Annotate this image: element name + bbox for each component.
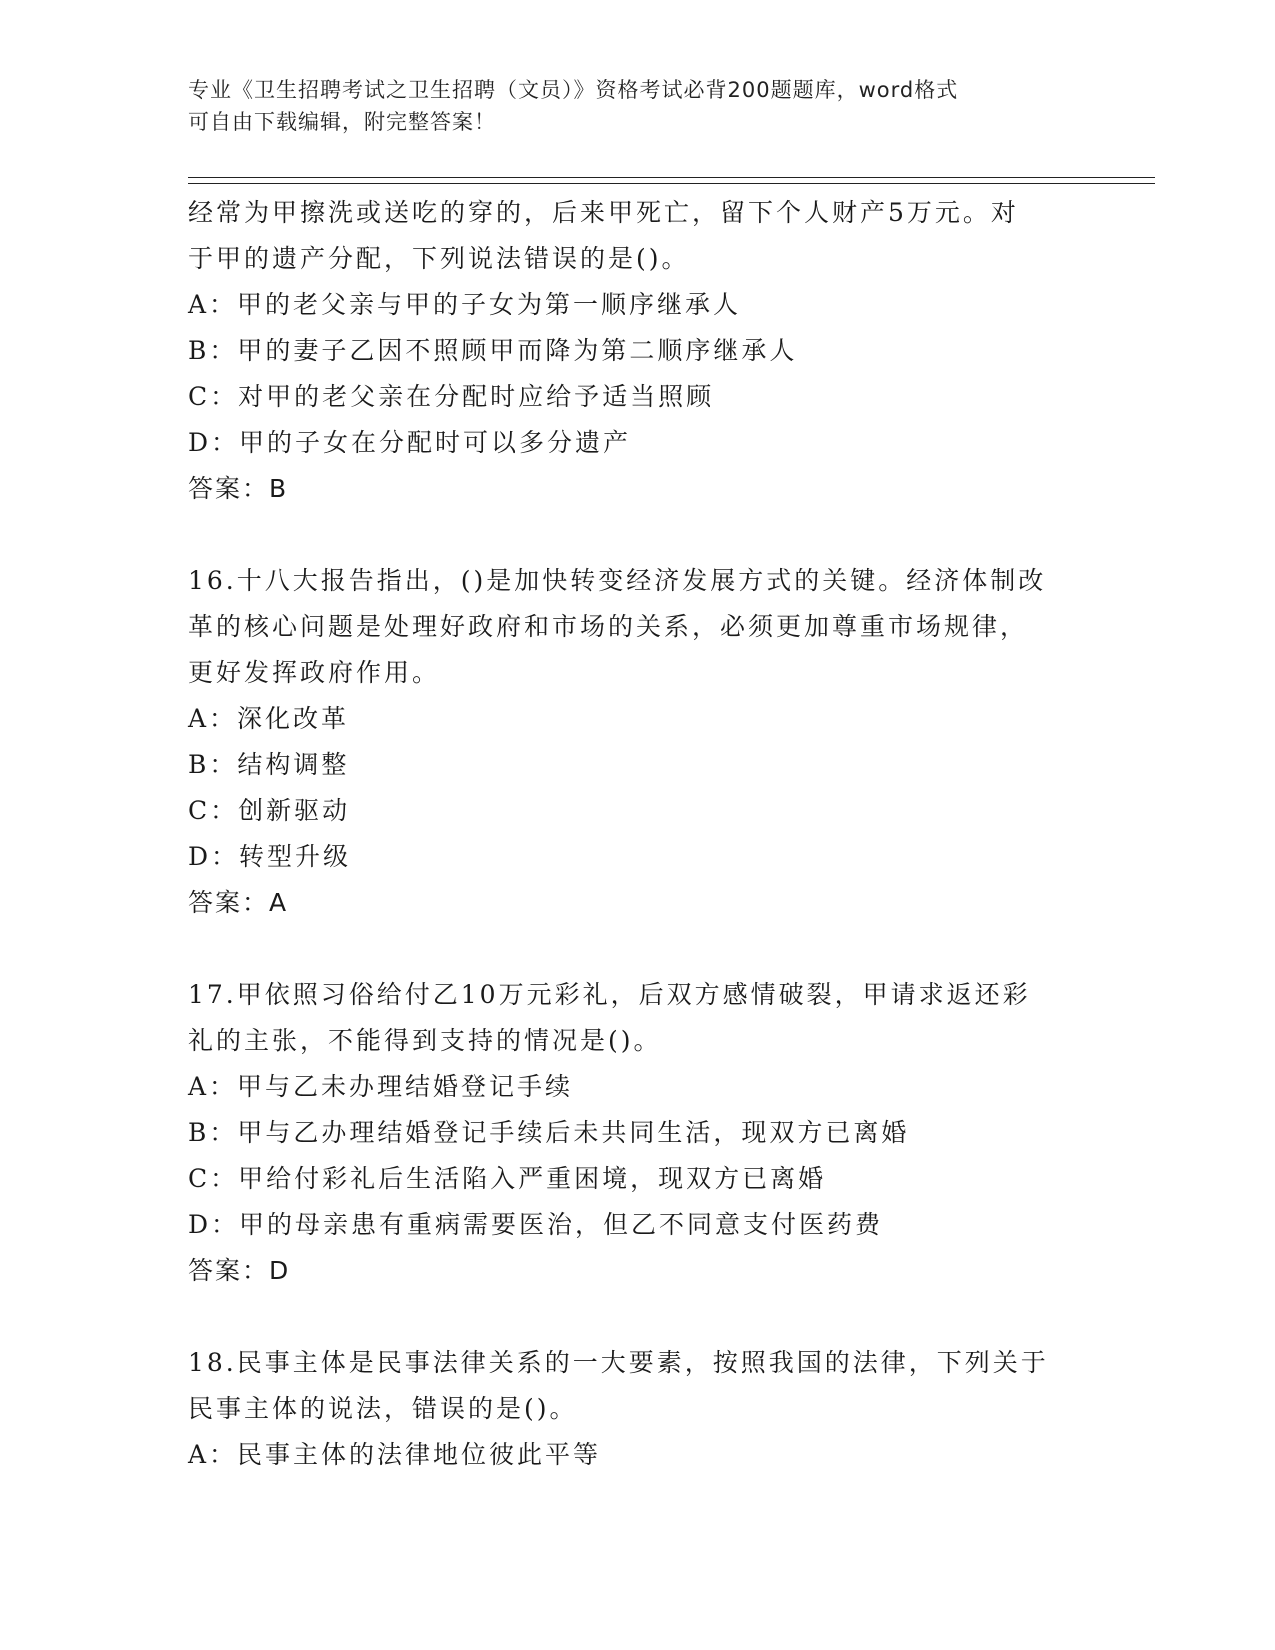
option-b: B：甲的妻子乙因不照顾甲而降为第二顺序继承人 xyxy=(188,336,798,365)
option-c: C：对甲的老父亲在分配时应给予适当照顾 xyxy=(188,382,715,411)
question-content xyxy=(188,190,1088,1478)
question-spacer xyxy=(188,512,1088,558)
question-stem-line: 于甲的遗产分配，下列说法错误的是()。 xyxy=(188,244,690,273)
question-stem-line: 礼的主张，不能得到支持的情况是()。 xyxy=(188,1026,662,1055)
question-stem-line: 更好发挥政府作用。 xyxy=(188,658,441,687)
question-stem-line: 民事主体的说法，错误的是()。 xyxy=(188,1394,578,1423)
header-title-line-2: 可自由下载编辑，附完整答案！ xyxy=(188,110,496,134)
answer-line: 答案：B xyxy=(188,474,289,503)
option-a: A：深化改革 xyxy=(188,704,350,733)
answer-line: 答案：D xyxy=(188,1256,291,1285)
option-a: A：甲的老父亲与甲的子女为第一顺序继承人 xyxy=(188,290,742,319)
option-d: D：转型升级 xyxy=(188,842,352,871)
header-title-line-1: 专业《卫生招聘考试之卫生招聘（文员）》资格考试必背200题题库，word格式 xyxy=(188,78,959,102)
page-header xyxy=(188,74,1088,138)
question-18 xyxy=(188,1340,1088,1478)
answer-line: 答案：A xyxy=(188,888,289,917)
option-a: A：民事主体的法律地位彼此平等 xyxy=(188,1440,602,1469)
question-stem-line: 17.甲依照习俗给付乙10万元彩礼，后双方感情破裂，甲请求返还彩 xyxy=(188,980,1031,1009)
header-divider-bottom xyxy=(188,183,1155,184)
option-c: C：创新驱动 xyxy=(188,796,351,825)
option-d: D：甲的母亲患有重病需要医治，但乙不同意支付医药费 xyxy=(188,1210,884,1239)
question-16 xyxy=(188,558,1088,926)
header-divider-top xyxy=(188,177,1155,178)
option-a: A：甲与乙未办理结婚登记手续 xyxy=(188,1072,574,1101)
question-17 xyxy=(188,972,1088,1294)
option-c: C：甲给付彩礼后生活陷入严重困境，现双方已离婚 xyxy=(188,1164,827,1193)
question-stem-line: 18.民事主体是民事法律关系的一大要素，按照我国的法律，下列关于 xyxy=(188,1348,1049,1377)
question-15 xyxy=(188,190,1088,512)
option-b: B：结构调整 xyxy=(188,750,350,779)
question-spacer xyxy=(188,926,1088,972)
question-spacer xyxy=(188,1294,1088,1340)
option-b: B：甲与乙办理结婚登记手续后未共同生活，现双方已离婚 xyxy=(188,1118,910,1147)
option-d: D：甲的子女在分配时可以多分遗产 xyxy=(188,428,632,457)
question-stem-line: 经常为甲擦洗或送吃的穿的，后来甲死亡，留下个人财产5万元。对 xyxy=(188,198,1019,227)
question-stem-line: 16.十八大报告指出，()是加快转变经济发展方式的关键。经济体制改 xyxy=(188,566,1047,595)
question-stem-line: 革的核心问题是处理好政府和市场的关系，必须更加尊重市场规律， xyxy=(188,612,1029,641)
